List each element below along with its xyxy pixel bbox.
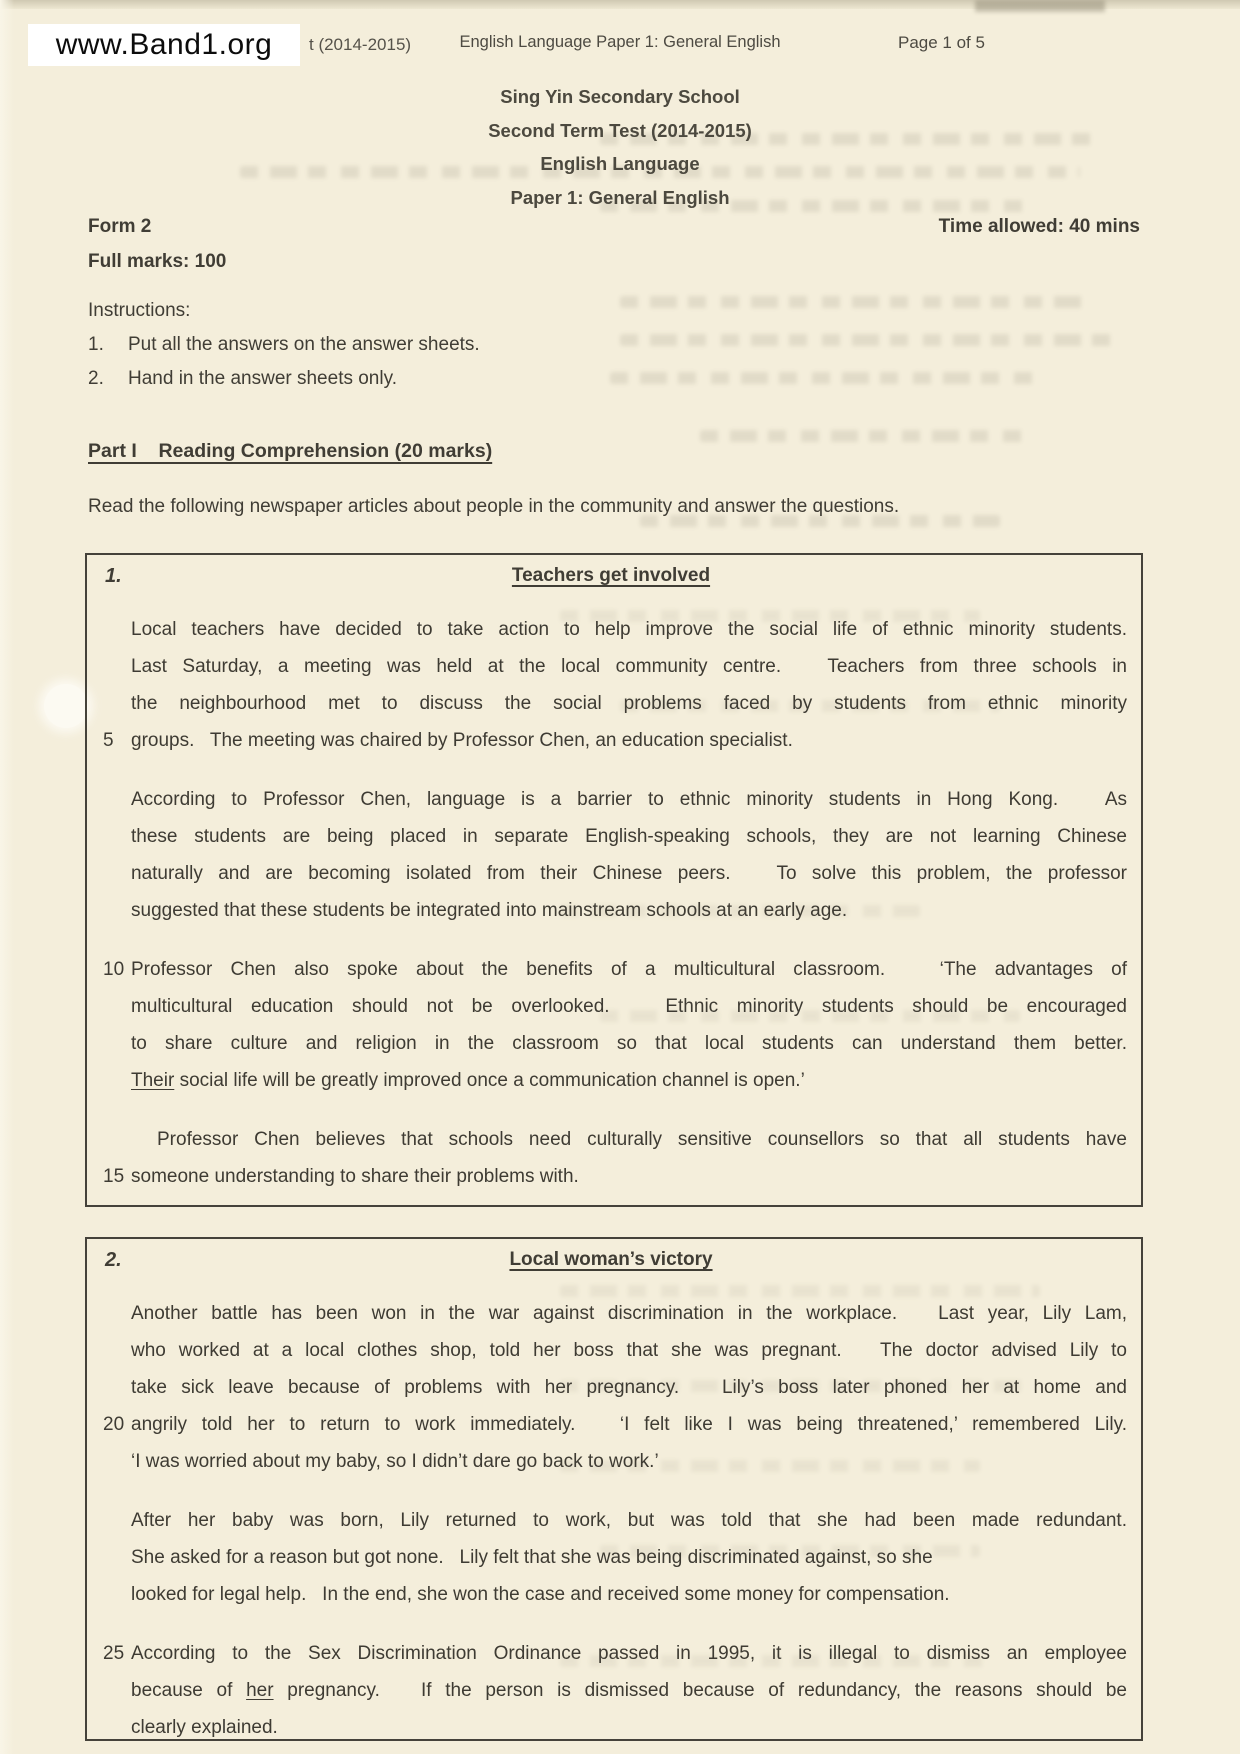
article-paragraph [95,781,1127,929]
article-line [95,1406,1127,1443]
article-line-text: these students are being placed in separate English-speaking schools, they are not learning Chinese [131,826,1127,847]
line-number: 15 [103,1166,125,1187]
article-line-text: After her baby was born, Lily returned to work, but was told that she had been made redundant. [131,1510,1127,1531]
article-line [95,1502,1127,1539]
line-number [95,1539,131,1576]
article-line [95,611,1127,648]
line-number [95,1025,131,1062]
instruction-number: 1. [88,334,104,355]
article-line [95,892,1127,929]
article-line-text: Professor Chen also spoke about the benefits of a multicultural classroom. ‘The advantages of [131,959,1127,980]
article-line-text: clearly explained. [131,1717,278,1738]
instruction-text: Hand in the answer sheets only. [128,368,397,389]
article-header [95,565,1127,595]
part-heading: Part I Reading Comprehension (20 marks) [88,440,493,462]
article-line-text: Their social life will be greatly improved once a communication channel is open.’ [131,1070,805,1091]
line-number [95,685,131,722]
bleedthrough-artifact [610,372,1040,384]
article-paragraph [95,1295,1127,1480]
article-line [95,1576,1127,1613]
article-line [95,1158,1127,1195]
article-line-text: Local teachers have decided to take action to help improve the social life of ethnic minority students. [131,619,1127,640]
hole-punch [44,684,88,728]
article-line-text: multicultural education should not be overlooked. Ethnic minority students should be encouraged [131,996,1127,1017]
article-line-text: take sick leave because of problems with her pregnancy. Lily’s boss later phoned her at home and [131,1377,1127,1398]
line-number: 20 [103,1414,125,1435]
article-line-text: because of her pregnancy. If the person is dismissed because of redundancy, the reasons should be [131,1680,1127,1701]
article-line [95,781,1127,818]
bleedthrough-artifact [620,296,1090,308]
scan-edge-smudge [975,0,1105,12]
title-block [0,80,1240,214]
article-line [95,951,1127,988]
line-number: 25 [103,1643,125,1664]
article-line [95,1025,1127,1062]
line-number: 10 [103,959,125,980]
line-number: 5 [103,730,114,751]
article-line [95,1539,1127,1576]
header-partial-text: t (2014-2015) [309,35,412,54]
article-box-2 [85,1237,1143,1741]
article-line-text: naturally and are becoming isolated from their Chinese peers. To solve this problem, the professor [131,863,1127,884]
line-number [95,611,131,648]
title-line-paper: Paper 1: General English [510,186,730,208]
full-marks: Full marks: 100 [88,251,227,272]
article-line [95,1709,1127,1746]
article-line [95,1295,1127,1332]
article-line-text: angrily told her to return to work immediately. ‘I felt like I was being threatened,’ remembered Lily. [131,1414,1127,1435]
line-number [95,1369,131,1406]
article-line [95,1369,1127,1406]
title-line-school: Sing Yin Secondary School [500,86,740,107]
instruction-item [88,368,397,390]
article-line-text: Professor Chen believes that schools need culturally sensitive counsellors so that all students have [157,1129,1127,1150]
article-title: Teachers get involved [511,565,711,586]
article-line-text: groups. The meeting was chaired by Professor Chen, an education specialist. [131,730,793,751]
line-number [95,988,131,1025]
article-line [95,722,1127,759]
article-line [95,1062,1127,1099]
article-paragraph [95,1121,1127,1195]
article-line-text: She asked for a reason but got none. Lily felt that she was being discriminated against, so she [131,1547,933,1568]
line-number [95,855,131,892]
line-number [95,1295,131,1332]
article-line-text: ‘I was worried about my baby, so I didn’t dare go back to work.’ [131,1451,659,1472]
article-line [95,1443,1127,1480]
article-number: 1. [105,565,122,587]
part-intro: Read the following newspaper articles about people in the community and answer the questions. [88,496,900,517]
article-line-text: Last Saturday, a meeting was held at the local community centre. Teachers from three schools in [131,656,1127,677]
title-line-subject: English Language [540,153,700,174]
article-line-text: the neighbourhood met to discuss the social problems faced by students from ethnic minority [131,693,1127,714]
line-number [95,1062,131,1099]
article-body [95,1295,1127,1746]
article-line-text: looked for legal help. In the end, she won the case and received some money for compensation. [131,1584,950,1605]
instruction-number: 2. [88,368,104,389]
line-number [95,1121,131,1158]
watermark: www.Band1.org [28,24,300,66]
article-paragraph [95,951,1127,1099]
time-allowed: Time allowed: 40 mins [938,216,1140,237]
article-number: 2. [105,1249,122,1271]
title-line-term: Second Term Test (2014-2015) [488,119,752,141]
article-body [95,611,1127,1195]
instruction-item [88,334,480,356]
article-line [95,1121,1127,1158]
bleedthrough-artifact [700,430,1030,442]
line-number [95,648,131,685]
article-title: Local woman’s victory [509,1249,713,1270]
line-number [95,1672,131,1709]
line-number [95,1332,131,1369]
instructions-heading: Instructions: [88,300,191,321]
page-number: Page 1 of 5 [898,33,985,52]
article-line [95,1332,1127,1369]
line-number [95,1576,131,1613]
article-line [95,648,1127,685]
article-line-text: Another battle has been won in the war against discrimination in the workplace. Last year, Lily Lam, [131,1303,1127,1324]
article-box-1 [85,553,1143,1207]
article-paragraph [95,611,1127,759]
article-line [95,988,1127,1025]
article-line-text: to share culture and religion in the classroom so that local students can understand them better. [131,1033,1127,1054]
article-line [95,855,1127,892]
line-number [95,1709,131,1746]
article-paragraph [95,1635,1127,1746]
article-line-text: According to Professor Chen, language is a barrier to ethnic minority students in Hong Kong. As [131,789,1127,810]
bleedthrough-artifact [620,334,1120,346]
instruction-text: Put all the answers on the answer sheets. [128,334,480,355]
article-paragraph [95,1502,1127,1613]
article-line-text: suggested that these students be integrated into mainstream schools at an early age. [131,900,848,921]
article-line [95,1635,1127,1672]
line-number [95,1443,131,1480]
form-label: Form 2 [88,216,152,237]
line-number [95,818,131,855]
scan-edge-left [0,0,14,1754]
article-line-text: According to the Sex Discrimination Ordinance passed in 1995, it is illegal to dismiss an employee [131,1643,1127,1664]
article-line [95,1672,1127,1709]
article-line-text: who worked at a local clothes shop, told her boss that she was pregnant. The doctor advised Lily to [131,1340,1127,1361]
line-number [95,1502,131,1539]
article-line [95,685,1127,722]
line-number [95,892,131,929]
header-center-text: English Language Paper 1: General English [459,33,781,51]
line-number [95,781,131,818]
article-line [95,818,1127,855]
article-header [95,1249,1127,1279]
article-line-text: someone understanding to share their problems with. [131,1166,579,1187]
